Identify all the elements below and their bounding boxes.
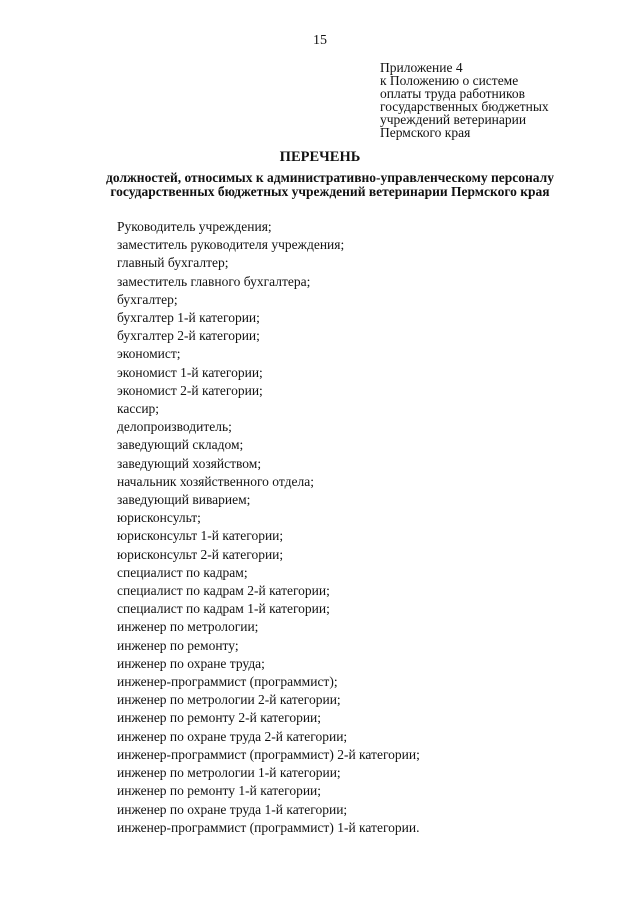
position-item: делопроизводитель;: [117, 419, 232, 435]
appendix-line: Приложение 4: [380, 60, 463, 75]
position-item: юрисконсульт 1-й категории;: [117, 528, 284, 544]
position-item: специалист по кадрам 1-й категории;: [117, 601, 330, 617]
position-item: заведующий складом;: [117, 437, 244, 453]
position-item: Руководитель учреждения;: [117, 219, 272, 234]
position-item: экономист;: [117, 346, 181, 362]
position-item: бухгалтер 2-й категории;: [117, 328, 260, 344]
position-item: инженер по охране труда 2-й категории;: [117, 728, 348, 744]
position-item: кассир;: [117, 401, 160, 417]
position-item: начальник хозяйственного отдела;: [117, 473, 314, 489]
appendix-line: учреждений ветеринарии: [380, 112, 527, 127]
position-item: бухгалтер;: [117, 291, 178, 307]
subheading-line: должностей, относимых к административно-управленческому персоналу: [106, 170, 554, 185]
appendix-line: оплаты труда работников: [380, 86, 525, 101]
position-item: инженер по охране труда;: [117, 655, 265, 671]
position-item: юрисконсульт 2-й категории;: [117, 546, 284, 562]
position-item: инженер по метрологии;: [117, 619, 259, 635]
position-item: инженер по ремонту 2-й категории;: [117, 710, 322, 726]
position-item: бухгалтер 1-й категории;: [117, 310, 260, 326]
position-item: главный бухгалтер;: [117, 255, 229, 271]
position-item: инженер по ремонту;: [117, 637, 239, 653]
position-item: инженер-программист (программист) 1-й категории.: [117, 819, 420, 835]
position-item: заведующий виварием;: [117, 492, 251, 508]
position-item: юрисконсульт;: [117, 510, 201, 526]
document-subheading: [40, 171, 620, 199]
position-item: инженер по метрологии 1-й категории;: [117, 765, 341, 781]
appendix-line: к Положению о системе: [380, 73, 519, 88]
position-item: инженер-программист (программист) 2-й категории;: [117, 746, 420, 762]
position-item: заведующий хозяйством;: [117, 455, 262, 471]
position-item: экономист 2-й категории;: [117, 382, 263, 398]
appendix-line: государственных бюджетных: [380, 99, 549, 114]
position-item: заместитель главного бухгалтера;: [117, 273, 311, 289]
position-item: экономист 1-й категории;: [117, 364, 263, 380]
position-item: заместитель руководителя учреждения;: [117, 237, 345, 253]
appendix-block: [380, 61, 630, 139]
page-number: 15: [313, 33, 327, 48]
position-item: инженер по метрологии 2-й категории;: [117, 692, 341, 708]
subheading-line: государственных бюджетных учреждений ветеринарии Пермского края: [110, 184, 550, 199]
position-item: инженер по охране труда 1-й категории;: [117, 801, 348, 817]
positions-list: [117, 218, 617, 837]
document-heading: ПЕРЕЧЕНЬ: [279, 149, 361, 165]
appendix-line: Пермского края: [380, 125, 471, 140]
position-item: специалист по кадрам 2-й категории;: [117, 583, 330, 599]
position-item: инженер по ремонту 1-й категории;: [117, 783, 322, 799]
position-item: инженер-программист (программист);: [117, 674, 338, 690]
position-item: специалист по кадрам;: [117, 564, 248, 580]
